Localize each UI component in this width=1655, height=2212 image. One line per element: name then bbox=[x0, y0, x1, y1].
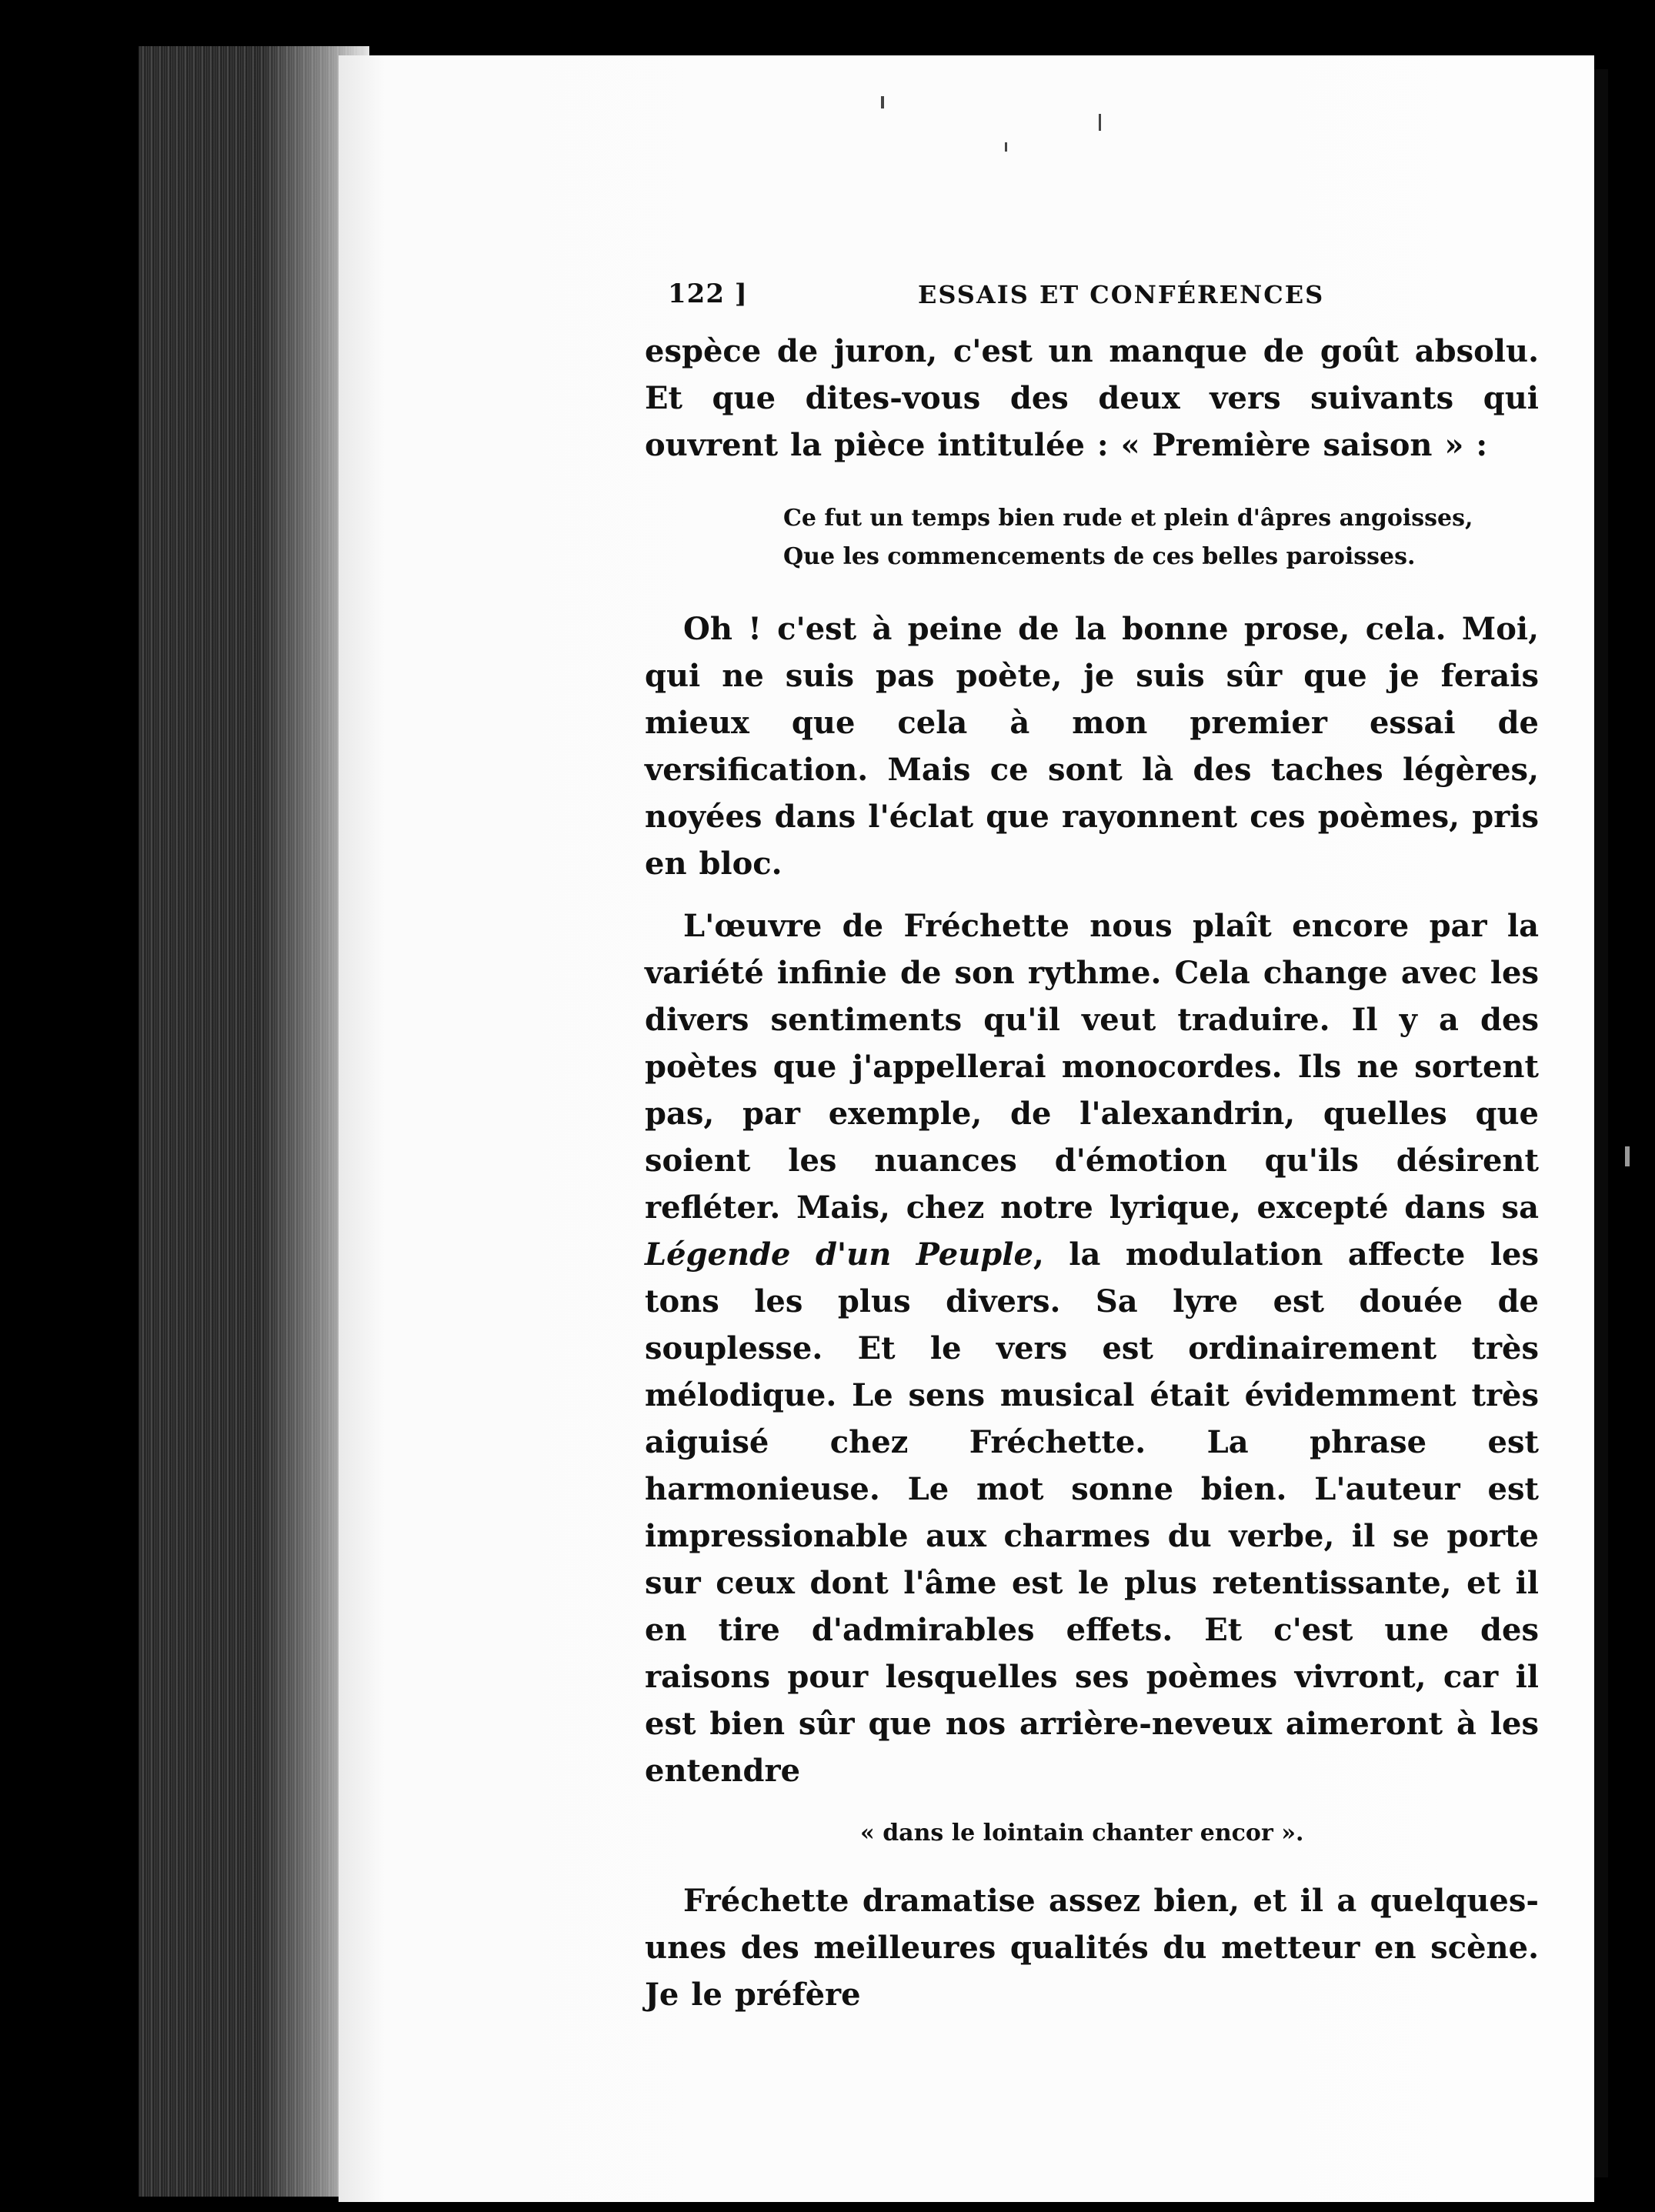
page-number: 122 ] bbox=[668, 279, 748, 309]
running-title: ESSAIS ET CONFÉRENCES bbox=[918, 280, 1325, 309]
paragraph-2: Oh ! c'est à peine de la bonne prose, cela. Moi, qui ne suis pas poète, je suis sûr que je ferais mieux que cela à mon premier essai de versification. Mais ce sont là des taches légères, noyées dans l'éclat que rayonnent ces poèmes, pris en bloc. bbox=[645, 611, 1539, 882]
verse-quotation bbox=[783, 499, 1539, 576]
book-title: Légende d'un Peuple bbox=[645, 1236, 1033, 1273]
verse-line-1: Ce fut un temps bien rude et plein d'âpres angoisses, bbox=[783, 505, 1473, 532]
paragraph-3-text-b: , la modulation affecte les tons les plus divers. Sa lyre est douée de souplesse. Et le vers est ordinairement très mélodique. Le sens musical était évidemment très aiguisé chez Fréchette. La phrase est harmonieuse. Le mot sonne bien. L'auteur est impressionable aux charmes du verbe, il se porte sur ceux dont l'âme est le plus retentissante, et il en tire d'admirables effets. Et c'est une des raisons pour lesquelles ses poèmes vivront, car il est bien sûr que nos arrière-neveux aimeront à les entendre bbox=[645, 1236, 1539, 1789]
paragraph-4: Fréchette dramatise assez bien, et il a quelques-unes des meilleures qualités du metteur en scène. Je le préfère bbox=[645, 1883, 1539, 2013]
running-head bbox=[645, 271, 1539, 325]
dust-speck bbox=[881, 96, 884, 108]
quoted-verse: « dans le lointain chanter encor ». bbox=[860, 1820, 1304, 1847]
page-right-border bbox=[1594, 69, 1608, 2177]
paragraph-1: espèce de juron, c'est un manque de goût absolu. Et que dites-vous des deux vers suivants qui ouvrent la pièce intitulée : « Première saison » : bbox=[645, 333, 1539, 463]
dust-speck bbox=[1099, 114, 1101, 131]
dust-speck bbox=[1005, 142, 1007, 152]
paragraph-3 bbox=[645, 902, 1539, 1794]
page-text bbox=[645, 271, 1539, 2018]
dust-speck bbox=[1625, 1146, 1630, 1166]
paragraph-3-text-a: L'œuvre de Fréchette nous plaît encore par la variété infinie de son rythme. Cela change avec les divers sentiments qu'il veut traduire. Il y a des poètes que j'appellerai monocordes. Ils ne sortent pas, par exemple, de l'alexandrin, quelles que soient les nuances d'émotion qu'ils désirent refléter. Mais, chez notre lyrique, excepté dans sa bbox=[645, 908, 1539, 1226]
verse-line-2: Que les commencements de ces belles paroisses. bbox=[783, 543, 1416, 570]
